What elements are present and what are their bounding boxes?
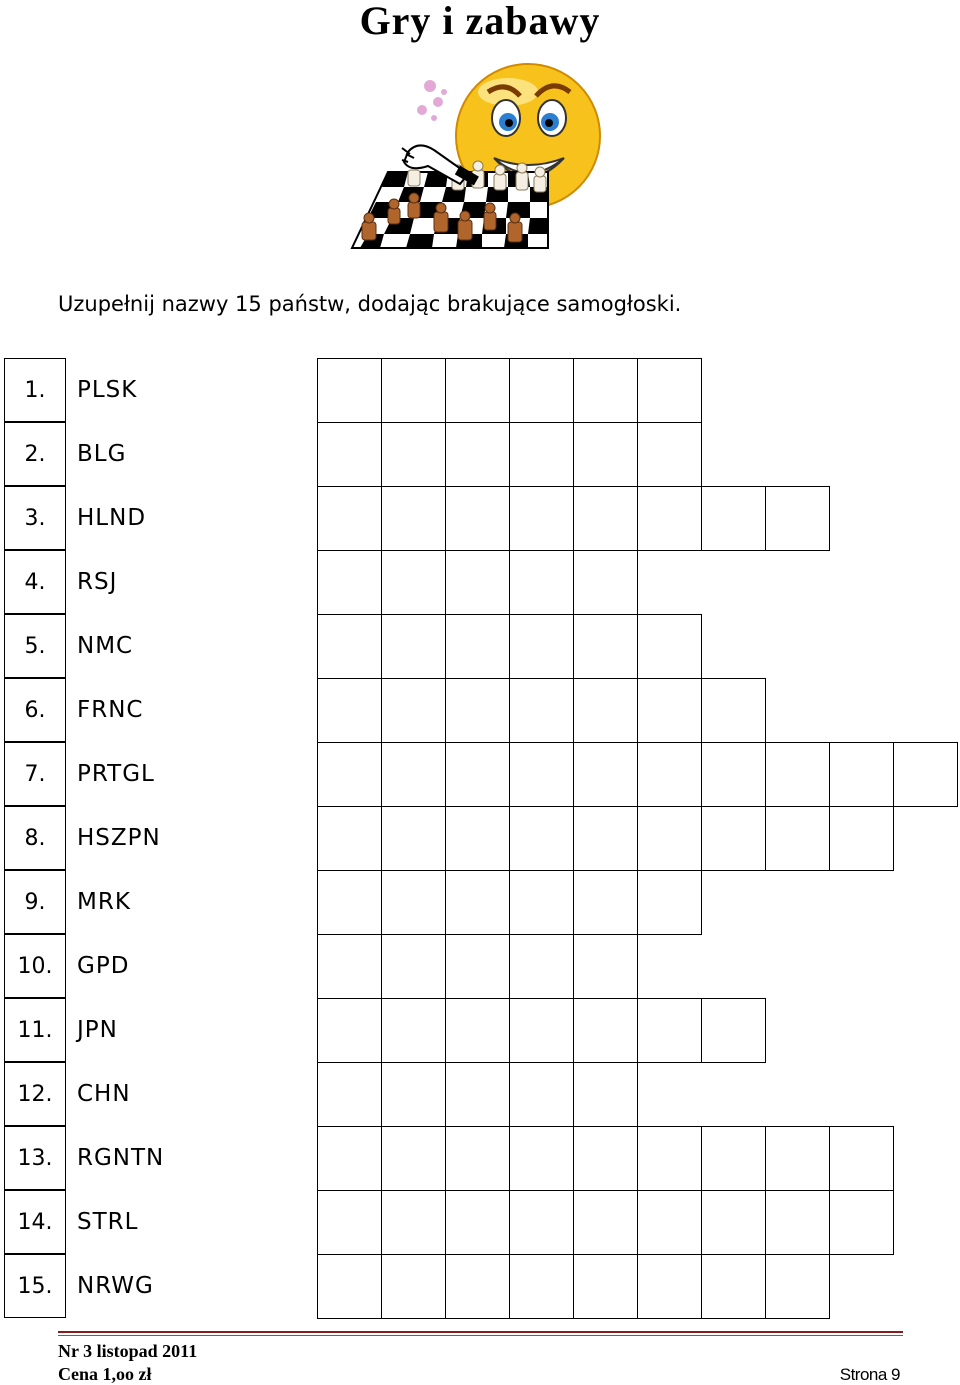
clue-number: 1. [4,358,66,422]
clue-number: 12. [4,1062,66,1126]
answer-cell[interactable] [637,1126,702,1191]
answer-cell[interactable] [637,1190,702,1255]
answer-cell[interactable] [765,1254,830,1319]
answer-cell[interactable] [317,1254,382,1319]
answer-cell[interactable] [573,678,638,743]
answer-cell[interactable] [637,422,702,487]
answer-cell[interactable] [381,550,446,615]
answer-cell[interactable] [317,550,382,615]
answer-cell[interactable] [317,1190,382,1255]
clue-consonants: RGNTN [77,1145,165,1171]
answer-cell[interactable] [701,742,766,807]
answer-cell[interactable] [445,1254,510,1319]
answer-cell[interactable] [701,998,766,1063]
answer-cell[interactable] [637,486,702,551]
answer-cell[interactable] [509,486,574,551]
clue-consonants: HLND [77,505,147,531]
clue-number: 6. [4,678,66,742]
clue-number: 14. [4,1190,66,1254]
instruction-text: Uzupełnij nazwy 15 państw, dodając brakujące samogłoski. [58,292,682,316]
clue-number: 2. [4,422,66,486]
answer-cell[interactable] [317,486,382,551]
clue-consonants: JPN [77,1017,118,1043]
answer-cell[interactable] [381,358,446,423]
answer-cell[interactable] [509,806,574,871]
answer-cell[interactable] [509,358,574,423]
answer-cell[interactable] [509,678,574,743]
answer-cell[interactable] [509,422,574,487]
footer-rule-thin [58,1335,903,1336]
answer-cell[interactable] [381,678,446,743]
answer-cell[interactable] [573,1254,638,1319]
answer-cell[interactable] [573,934,638,999]
answer-cell[interactable] [573,422,638,487]
answer-cell[interactable] [701,1126,766,1191]
answer-cell[interactable] [381,934,446,999]
answer-cell[interactable] [381,1126,446,1191]
clue-consonants: MRK [77,889,131,915]
clue-consonants: CHN [77,1081,131,1107]
answer-cell[interactable] [573,870,638,935]
answer-cell[interactable] [765,1126,830,1191]
answer-cell[interactable] [445,1062,510,1127]
answer-cell[interactable] [637,614,702,679]
answer-cell[interactable] [573,742,638,807]
clue-consonants: PLSK [77,377,138,403]
clue-number: 7. [4,742,66,806]
answer-cell[interactable] [637,742,702,807]
page-number: Strona 9 [839,1365,900,1384]
answer-cell[interactable] [445,422,510,487]
answer-cell[interactable] [381,998,446,1063]
answer-cell[interactable] [701,1254,766,1319]
answer-cell[interactable] [317,806,382,871]
answer-cell[interactable] [829,806,894,871]
answer-cell[interactable] [573,550,638,615]
answer-cell[interactable] [381,1190,446,1255]
answer-cell[interactable] [765,1190,830,1255]
answer-cell[interactable] [445,998,510,1063]
answer-cell[interactable] [509,550,574,615]
answer-cell[interactable] [445,870,510,935]
clue-number: 3. [4,486,66,550]
answer-cell[interactable] [317,742,382,807]
answer-cell[interactable] [381,486,446,551]
answer-cell[interactable] [317,870,382,935]
answer-cell[interactable] [701,486,766,551]
answer-cell[interactable] [317,678,382,743]
answer-cell[interactable] [829,1190,894,1255]
answer-cell[interactable] [381,870,446,935]
answer-cell[interactable] [573,614,638,679]
answer-cell[interactable] [701,1190,766,1255]
answer-cell[interactable] [701,678,766,743]
answer-cell[interactable] [509,870,574,935]
clue-consonants: STRL [77,1209,139,1235]
clue-number: 4. [4,550,66,614]
answer-cell[interactable] [637,806,702,871]
clue-consonants: RSJ [77,569,118,595]
clue-number: 15. [4,1254,66,1318]
clue-consonants: HSZPN [77,825,161,851]
answer-cell[interactable] [829,742,894,807]
clue-consonants: GPD [77,953,130,979]
answer-cell[interactable] [445,1190,510,1255]
answer-cell[interactable] [701,806,766,871]
issue-label: Nr 3 listopad 2011 [58,1341,198,1361]
answer-cell[interactable] [637,870,702,935]
answer-cell[interactable] [509,614,574,679]
answer-cell[interactable] [317,358,382,423]
answer-cell[interactable] [445,678,510,743]
answer-cell[interactable] [509,1190,574,1255]
answer-cell[interactable] [445,1126,510,1191]
clue-number: 10. [4,934,66,998]
answer-cell[interactable] [381,806,446,871]
price-label: Cena 1,oo zł [58,1364,152,1384]
answer-cell[interactable] [573,486,638,551]
answer-cell[interactable] [317,1126,382,1191]
answer-cell[interactable] [317,998,382,1063]
answer-cell[interactable] [509,934,574,999]
answer-cell[interactable] [765,742,830,807]
clue-consonants: BLG [77,441,127,467]
page-title: Gry i zabawy [359,0,601,43]
answer-cell[interactable] [317,614,382,679]
answer-cell[interactable] [573,1190,638,1255]
answer-cell[interactable] [317,1062,382,1127]
answer-cell[interactable] [445,358,510,423]
answer-cell[interactable] [509,1254,574,1319]
answer-cell[interactable] [637,358,702,423]
clue-consonants: NMC [77,633,134,659]
answer-cell[interactable] [893,742,958,807]
footer-rule [58,1331,903,1333]
answer-cell[interactable] [637,998,702,1063]
clue-number: 13. [4,1126,66,1190]
clue-number: 11. [4,998,66,1062]
answer-cell[interactable] [637,1254,702,1319]
answer-cell[interactable] [573,806,638,871]
clue-consonants: FRNC [77,697,144,723]
answer-cell[interactable] [317,422,382,487]
answer-cell[interactable] [765,806,830,871]
clue-consonants: NRWG [77,1273,154,1299]
answer-cell[interactable] [381,422,446,487]
answer-cell[interactable] [317,934,382,999]
answer-cell[interactable] [445,550,510,615]
clue-consonants: PRTGL [77,761,155,787]
answer-cell[interactable] [445,806,510,871]
answer-cell[interactable] [573,1126,638,1191]
answer-cell[interactable] [381,1062,446,1127]
answer-cell[interactable] [573,1062,638,1127]
clue-number: 5. [4,614,66,678]
answer-cell[interactable] [509,742,574,807]
answer-cell[interactable] [573,998,638,1063]
answer-cell[interactable] [381,742,446,807]
answer-cell[interactable] [445,934,510,999]
answer-cell[interactable] [445,742,510,807]
answer-cell[interactable] [509,998,574,1063]
answer-cell[interactable] [445,614,510,679]
answer-cell[interactable] [765,486,830,551]
answer-cell[interactable] [381,614,446,679]
answer-cell[interactable] [509,1062,574,1127]
answer-cell[interactable] [381,1254,446,1319]
answer-cell[interactable] [829,1126,894,1191]
clue-number: 9. [4,870,66,934]
answer-cell[interactable] [509,1126,574,1191]
answer-cell[interactable] [445,486,510,551]
answer-cell[interactable] [637,678,702,743]
answer-cell[interactable] [573,358,638,423]
clue-number: 8. [4,806,66,870]
